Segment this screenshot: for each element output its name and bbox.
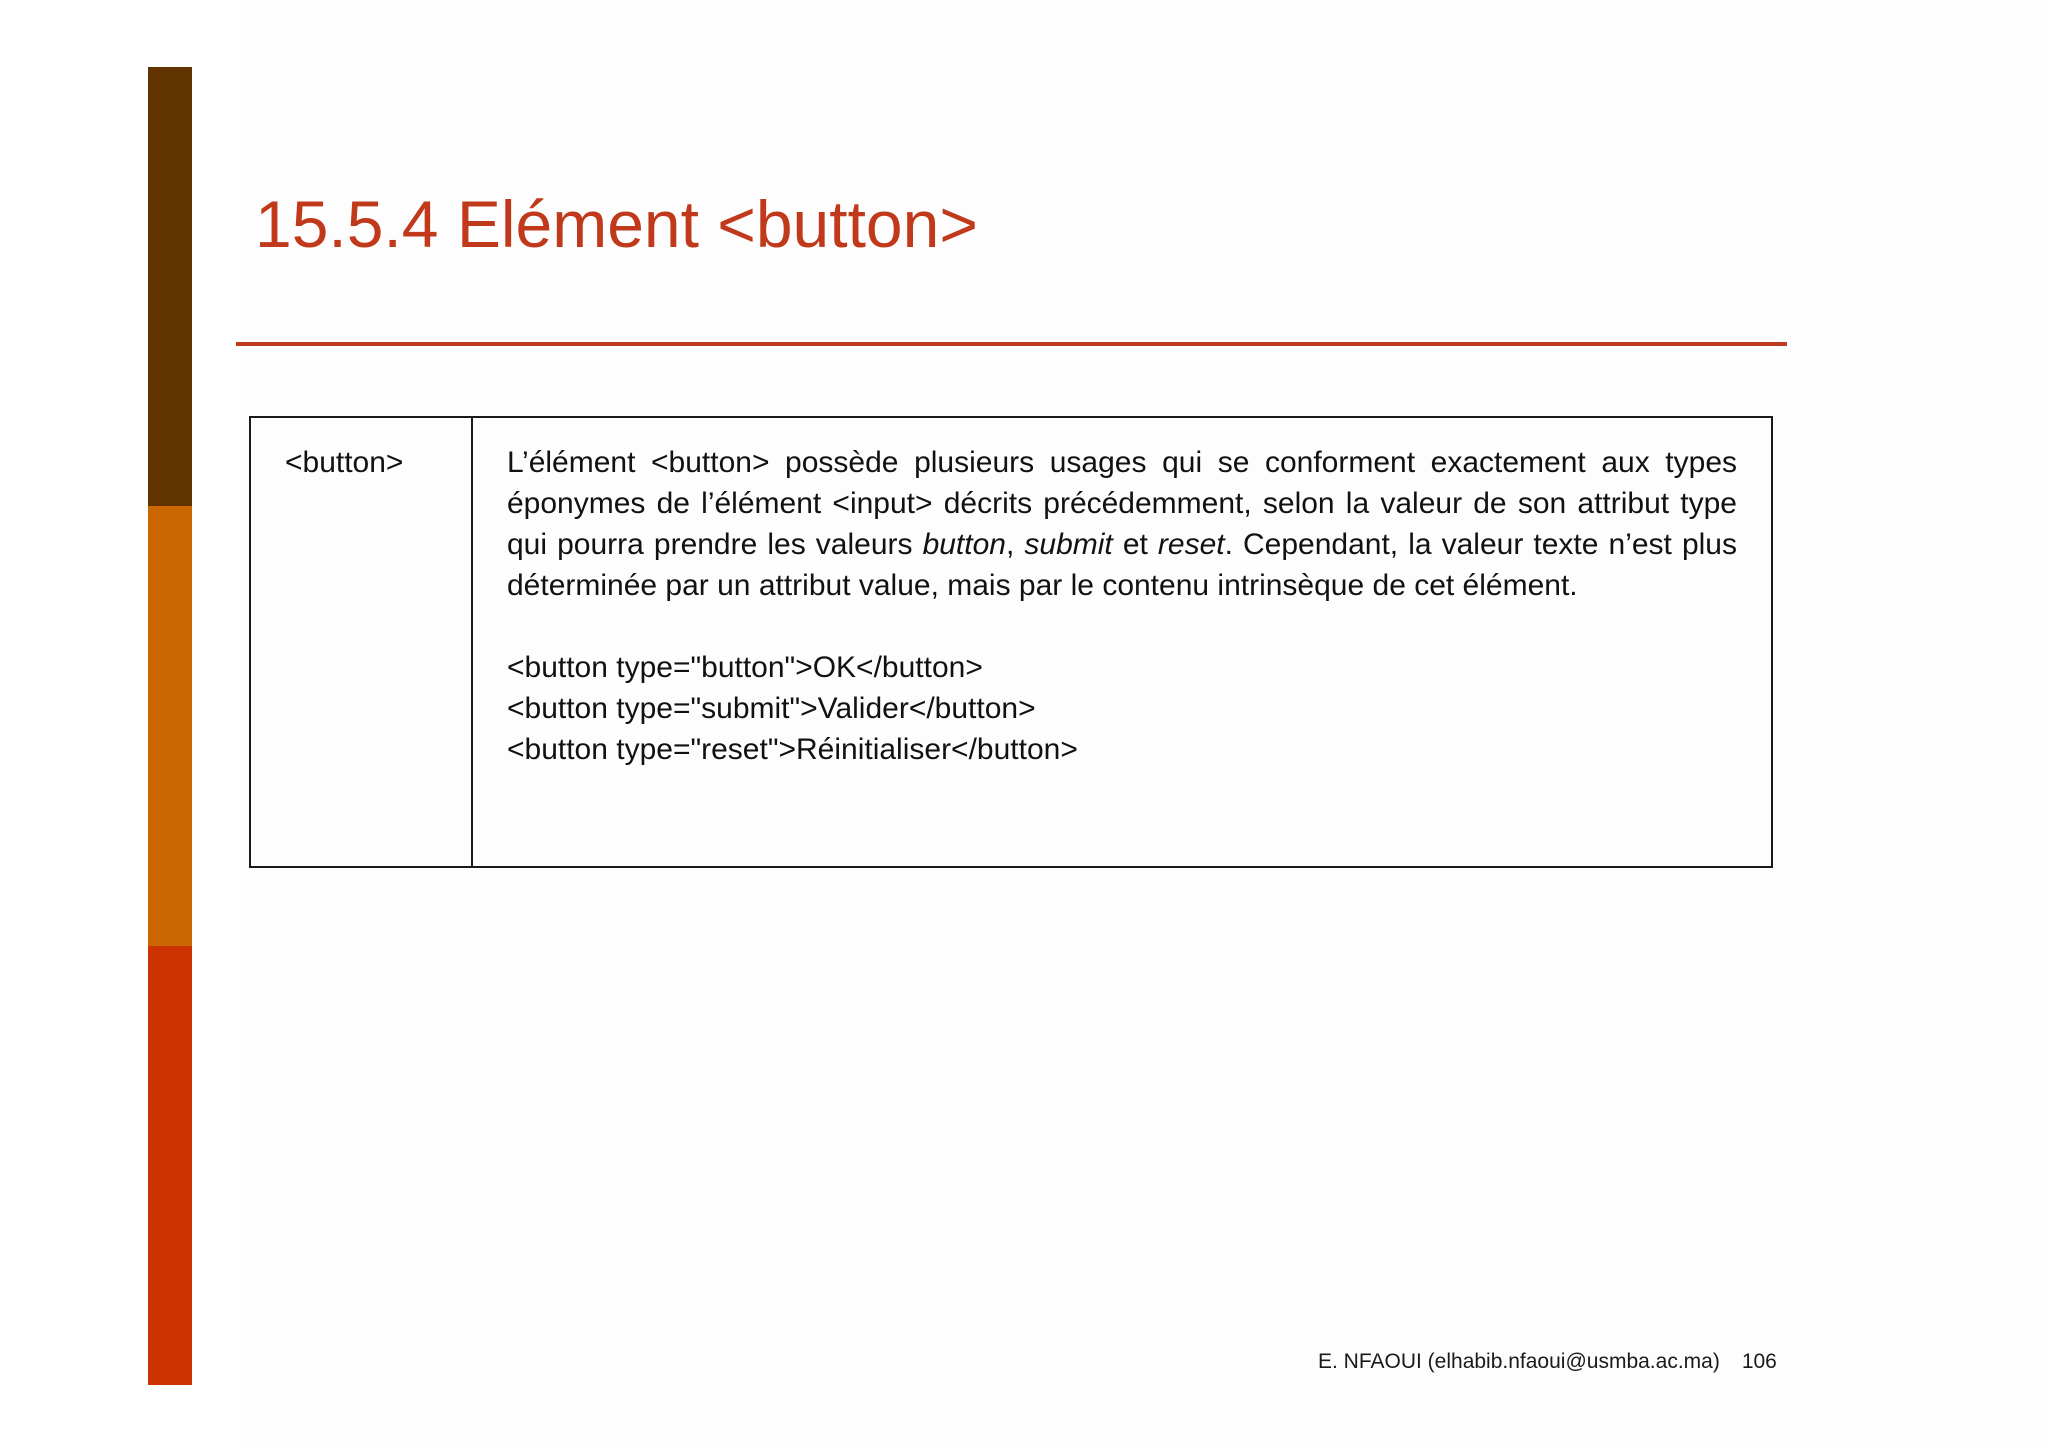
code-line: <button type="button">OK</button> xyxy=(507,651,983,684)
value-reset: reset xyxy=(1157,528,1225,561)
code-example-block xyxy=(507,647,1737,770)
side-bar-segment-middle xyxy=(148,506,192,945)
side-bar-segment-bottom xyxy=(148,946,192,1385)
value-submit: submit xyxy=(1024,528,1113,561)
code-line: <button type="submit">Valider</button> xyxy=(507,692,1036,725)
term-cell xyxy=(251,418,473,866)
page-number: 106 xyxy=(1741,1350,1777,1373)
description-cell xyxy=(473,418,1771,866)
term-label: <button> xyxy=(285,446,404,479)
title-underline-rule xyxy=(236,342,1787,346)
description-outro: . Cependant, la valeur texte n’est plus déterminée par un attribut value, mais par le contenu intrinsèque de cet élément. xyxy=(507,528,1737,602)
side-bar-segment-top xyxy=(148,67,192,506)
separator-and: et xyxy=(1112,528,1158,561)
separator-comma: , xyxy=(1005,528,1025,561)
description-intro: L’élément <button> possède plusieurs usages qui se conforment exactement aux types éponymes de l’élément <input> décrits précédemment, selon la valeur de son attribut type qui pourra prendre les valeurs xyxy=(507,446,1737,561)
definition-table xyxy=(249,416,1773,868)
code-line: <button type="reset">Réinitialiser</button> xyxy=(507,733,1078,766)
slide-footer xyxy=(1318,1350,1777,1374)
value-button: button xyxy=(922,528,1006,561)
decorative-side-bar xyxy=(148,67,192,1385)
footer-author: E. NFAOUI (elhabib.nfaoui@usmba.ac.ma) xyxy=(1318,1350,1720,1373)
slide-title: 15.5.4 Elément <button> xyxy=(255,187,978,261)
description-paragraph xyxy=(507,442,1737,606)
